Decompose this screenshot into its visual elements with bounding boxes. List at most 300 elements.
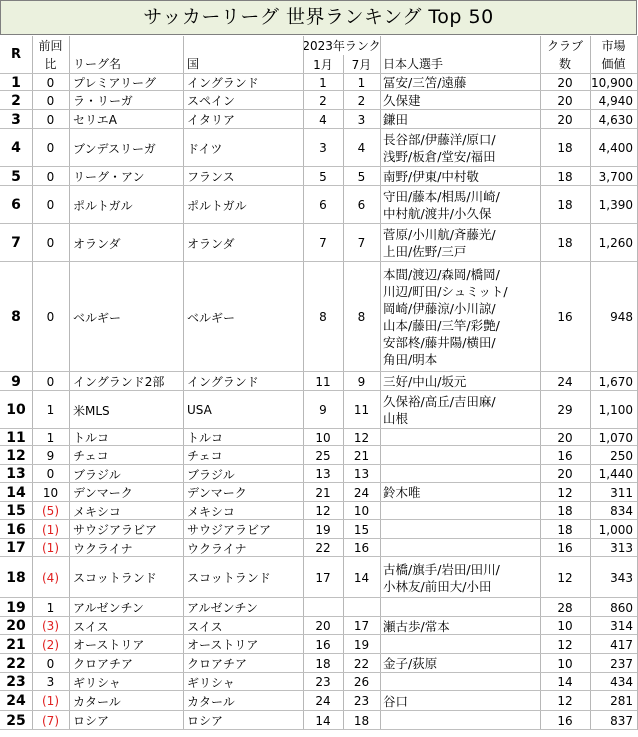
player-names-line: 金子/荻原 — [383, 656, 438, 671]
grid-line — [69, 520, 70, 539]
grid-line — [540, 635, 541, 654]
market-value-cell: 4,630 — [598, 112, 633, 127]
grid-line — [69, 502, 70, 520]
rank-cell: 21 — [6, 636, 26, 653]
grid-line — [69, 483, 70, 502]
table-row — [0, 635, 638, 654]
table-row — [0, 557, 638, 598]
table-row — [0, 520, 638, 539]
rank-cell: 17 — [6, 540, 26, 556]
player-names-line: 久保建 — [383, 93, 421, 108]
clubs-count-cell: 20 — [557, 112, 573, 127]
grid-line — [540, 110, 541, 129]
league-name-cell: ギリシャ — [73, 675, 121, 690]
country-cell: メキシコ — [187, 504, 235, 519]
grid-line — [590, 635, 591, 654]
col-header-country-line-1: 国 — [187, 57, 200, 71]
player-names-line: 川辺/町田/シュミット/ — [383, 284, 508, 299]
table-row — [0, 186, 638, 224]
grid-line — [590, 262, 591, 372]
grid-line — [380, 74, 381, 91]
country-cell: USA — [187, 403, 212, 417]
league-name-cell: プレミアリーグ — [73, 76, 157, 90]
grid-line — [303, 224, 304, 262]
league-name-cell: スコットランド — [73, 571, 157, 585]
market-value-cell: 314 — [610, 619, 633, 633]
grid-line — [343, 446, 344, 465]
grid-line — [69, 91, 70, 110]
grid-line — [540, 617, 541, 635]
rank-cell: 15 — [6, 503, 26, 519]
jul-rank-cell: 9 — [357, 374, 366, 389]
grid-line — [183, 654, 184, 673]
grid-line — [540, 557, 541, 598]
jan-rank-cell: 21 — [315, 485, 331, 500]
japanese-players-cell — [380, 617, 540, 635]
prev-change-cell: (1) — [42, 522, 59, 537]
japanese-players-cell — [380, 711, 540, 730]
grid-line — [380, 36, 381, 55]
market-value-cell: 281 — [610, 694, 633, 708]
grid-line — [183, 129, 184, 167]
market-value-cell: 417 — [610, 637, 633, 652]
grid-line — [32, 91, 33, 110]
rank-cell: 25 — [6, 712, 26, 729]
japanese-players-cell — [380, 167, 540, 186]
grid-line — [590, 129, 591, 167]
grid-line — [380, 654, 381, 673]
jan-rank-cell: 18 — [315, 656, 331, 671]
grid-line — [343, 635, 344, 654]
japanese-players-cell — [380, 539, 540, 557]
grid-line — [303, 502, 304, 520]
jan-rank-cell: 9 — [319, 403, 327, 417]
grid-line — [343, 186, 344, 224]
market-value-cell: 1,390 — [598, 198, 633, 212]
grid-line — [343, 711, 344, 730]
grid-line — [69, 36, 70, 74]
clubs-count-cell: 16 — [557, 541, 573, 555]
clubs-count-cell: 12 — [557, 637, 573, 652]
col-header-value — [590, 36, 637, 74]
grid-line — [69, 224, 70, 262]
col-header-rank — [0, 36, 32, 74]
grid-line — [590, 520, 591, 539]
clubs-count-cell: 18 — [557, 198, 573, 212]
grid-line — [303, 711, 304, 730]
jan-rank-cell: 12 — [315, 504, 331, 518]
rank-cell: 10 — [6, 402, 26, 418]
japanese-players-cell — [380, 673, 540, 691]
table-row — [0, 391, 638, 429]
grid-line — [69, 635, 70, 654]
grid-line — [32, 36, 33, 74]
grid-line — [380, 691, 381, 711]
japanese-players-cell — [380, 446, 540, 465]
table-row — [0, 465, 638, 483]
grid-line — [343, 372, 344, 391]
grid-line — [540, 391, 541, 429]
table-row — [0, 429, 638, 446]
grid-line — [303, 186, 304, 224]
grid-line — [380, 224, 381, 262]
jan-rank-cell: 16 — [315, 637, 331, 652]
clubs-count-cell: 29 — [557, 403, 573, 417]
grid-line — [343, 520, 344, 539]
league-name-cell: カタール — [73, 694, 121, 709]
grid-line — [32, 110, 33, 129]
japanese-players-cell — [380, 74, 540, 91]
prev-change-cell: 1 — [46, 430, 55, 445]
grid-line — [69, 654, 70, 673]
grid-line — [380, 55, 381, 74]
rank-cell: 6 — [11, 197, 21, 213]
grid-line — [32, 372, 33, 391]
rank-cell: 8 — [11, 309, 21, 325]
grid-line — [343, 262, 344, 372]
grid-line — [380, 502, 381, 520]
jul-rank-cell: 11 — [353, 403, 370, 417]
grid-line — [183, 483, 184, 502]
prev-change-cell: (4) — [42, 570, 59, 585]
grid-line — [32, 711, 33, 730]
col-header-prev — [32, 36, 69, 74]
grid-line — [303, 691, 304, 711]
clubs-count-cell: 20 — [557, 430, 573, 445]
col-header-players-line-1: 日本人選手 — [383, 57, 444, 71]
player-names-line: 安部柊/藤井陽/横田/ — [383, 335, 496, 350]
grid-line — [303, 74, 304, 91]
player-names-line: 鈴木唯 — [383, 485, 421, 500]
country-cell: トルコ — [187, 431, 224, 445]
grid-line — [183, 372, 184, 391]
jan-rank-cell: 4 — [319, 112, 327, 127]
grid-line — [32, 465, 33, 483]
country-cell: アルゼンチン — [187, 601, 258, 615]
jul-rank-cell: 8 — [357, 310, 366, 324]
grid-line — [183, 598, 184, 617]
prev-change-cell: 1 — [46, 403, 55, 417]
jul-rank-cell: 22 — [353, 656, 370, 671]
player-names-line: 岡崎/伊藤涼/小川諒/ — [383, 301, 496, 316]
table-row — [0, 110, 638, 129]
jan-rank-cell: 23 — [315, 675, 331, 689]
rank-cell: 18 — [6, 569, 26, 586]
table-row — [0, 598, 638, 617]
grid-line — [343, 429, 344, 446]
player-names-line: 久保裕/高丘/吉田麻/ — [383, 394, 496, 409]
rank-cell: 11 — [6, 429, 26, 446]
grid-line — [32, 520, 33, 539]
grid-line — [380, 557, 381, 598]
country-cell: ポルトガル — [187, 198, 247, 213]
grid-line — [590, 691, 591, 711]
japanese-players-cell — [380, 429, 540, 446]
league-name-cell: チェコ — [73, 449, 109, 463]
grid-line — [303, 391, 304, 429]
japanese-players-cell — [380, 129, 540, 167]
grid-line — [540, 262, 541, 372]
rank-cell: 24 — [6, 693, 26, 709]
grid-line — [32, 391, 33, 429]
player-names-line: 守田/藤本/相馬/川崎/ — [383, 189, 500, 204]
grid-line — [303, 557, 304, 598]
jan-rank-cell: 5 — [319, 169, 327, 184]
market-value-cell: 434 — [610, 675, 633, 689]
league-name-cell: オランダ — [73, 236, 121, 251]
grid-line — [32, 502, 33, 520]
grid-line — [343, 129, 344, 167]
player-names-line: 上田/佐野/三戸 — [383, 244, 467, 259]
col-header-rank-line-1: R — [10, 47, 21, 62]
grid-line — [183, 110, 184, 129]
jan-rank-cell: 22 — [315, 541, 331, 555]
grid-line — [380, 129, 381, 167]
player-names-line: 古橋/旗手/岩田/田川/ — [383, 561, 500, 577]
league-name-cell: トルコ — [73, 431, 110, 445]
grid-line — [380, 483, 381, 502]
japanese-players-cell — [380, 557, 540, 598]
clubs-count-cell: 20 — [557, 93, 573, 108]
grid-line — [69, 539, 70, 557]
prev-change-cell: 0 — [46, 374, 55, 389]
player-names-line: 南野/伊東/中村敬 — [383, 169, 479, 184]
grid-line — [303, 617, 304, 635]
player-names-line: 本間/渡辺/森岡/橋岡/ — [383, 267, 500, 282]
grid-line — [590, 110, 591, 129]
table-row — [0, 224, 638, 262]
grid-line — [32, 673, 33, 691]
country-cell: ブラジル — [187, 467, 235, 482]
league-name-cell: アルゼンチン — [73, 601, 144, 615]
grid-line — [69, 372, 70, 391]
grid-line — [183, 167, 184, 186]
grid-line — [32, 617, 33, 635]
grid-line — [183, 36, 184, 74]
grid-line — [303, 262, 304, 372]
league-name-cell: スイス — [73, 619, 109, 634]
grid-line — [343, 673, 344, 691]
prev-change-cell: (2) — [42, 637, 59, 652]
col-header-clubs-line-1: クラブ — [546, 39, 583, 53]
japanese-players-cell — [380, 186, 540, 224]
grid-line — [183, 520, 184, 539]
league-name-cell: サウジアラビア — [73, 523, 158, 537]
league-name-cell: ポルトガル — [73, 198, 133, 213]
country-cell: デンマーク — [187, 486, 247, 500]
japanese-players-cell — [380, 520, 540, 539]
market-value-cell: 1,260 — [598, 236, 633, 250]
grid-line — [380, 372, 381, 391]
grid-line — [380, 391, 381, 429]
player-names-line: 角田/明本 — [383, 352, 438, 367]
country-cell: スペイン — [187, 94, 236, 108]
clubs-count-cell: 12 — [557, 570, 573, 585]
table-row — [0, 673, 638, 691]
clubs-count-cell: 20 — [557, 467, 573, 481]
col-header-value-line-1: 市場 — [601, 39, 626, 53]
league-name-cell: ウクライナ — [73, 541, 133, 556]
col-header-jan: 1月 — [313, 57, 333, 72]
market-value-cell: 1,670 — [598, 374, 633, 389]
clubs-count-cell: 12 — [557, 694, 573, 708]
grid-line — [32, 186, 33, 224]
grid-line — [32, 654, 33, 673]
rank-cell: 5 — [11, 168, 21, 185]
jul-rank-cell: 15 — [353, 522, 370, 537]
grid-line — [303, 429, 304, 446]
grid-line — [303, 635, 304, 654]
prev-change-cell: 10 — [42, 485, 59, 500]
grid-line — [69, 673, 70, 691]
league-name-cell: ベルギー — [73, 310, 122, 325]
market-value-cell: 311 — [610, 485, 633, 500]
jul-rank-cell: 23 — [353, 694, 370, 708]
grid-line — [590, 446, 591, 465]
grid-line — [343, 557, 344, 598]
rank-cell: 22 — [6, 655, 26, 672]
market-value-cell: 313 — [610, 541, 633, 555]
col-header-clubs — [540, 36, 590, 74]
clubs-count-cell: 18 — [557, 236, 573, 250]
country-cell: イタリア — [187, 113, 236, 127]
grid-line — [380, 711, 381, 730]
country-cell: スイス — [187, 619, 223, 634]
table-row — [0, 129, 638, 167]
grid-line — [590, 186, 591, 224]
league-name-cell: クロアチア — [73, 657, 134, 671]
rank-cell: 2 — [11, 92, 21, 109]
clubs-count-cell: 10 — [557, 656, 573, 671]
grid-line — [590, 74, 591, 91]
grid-line — [380, 110, 381, 129]
rank-cell: 4 — [11, 140, 21, 156]
grid-line — [590, 557, 591, 598]
grid-line — [343, 391, 344, 429]
grid-line — [32, 557, 33, 598]
grid-line — [32, 224, 33, 262]
market-value-cell: 860 — [610, 600, 633, 615]
country-cell: スコットランド — [187, 571, 271, 585]
grid-line — [32, 167, 33, 186]
grid-line — [380, 446, 381, 465]
grid-line — [540, 446, 541, 465]
grid-line — [590, 617, 591, 635]
grid-line — [343, 224, 344, 262]
japanese-players-cell — [380, 635, 540, 654]
grid-line — [590, 654, 591, 673]
table-row — [0, 483, 638, 502]
prev-change-cell: 0 — [46, 93, 55, 108]
country-cell: オーストリア — [187, 638, 259, 652]
jul-rank-cell: 14 — [353, 570, 370, 585]
player-names-line: 小林友/前田大/小田 — [383, 578, 492, 594]
league-name-cell: ラ・リーガ — [73, 94, 133, 108]
country-cell: オランダ — [187, 236, 235, 251]
prev-change-cell: (3) — [42, 619, 59, 633]
jan-rank-cell: 10 — [315, 430, 331, 445]
jan-rank-cell: 17 — [315, 570, 331, 585]
jan-rank-cell: 6 — [319, 198, 327, 212]
jul-rank-cell: 7 — [357, 236, 366, 250]
grid-line — [303, 483, 304, 502]
rank-cell: 1 — [11, 74, 21, 91]
grid-line — [32, 598, 33, 617]
grid-line — [32, 483, 33, 502]
table-row — [0, 711, 638, 730]
grid-line — [32, 74, 33, 91]
country-cell: ベルギー — [187, 310, 236, 325]
table-row — [0, 617, 638, 635]
prev-change-cell: 0 — [46, 467, 55, 481]
col-header-clubs-line-2: 数 — [558, 57, 571, 71]
grid-line — [380, 617, 381, 635]
country-cell: カタール — [187, 694, 235, 709]
grid-line — [540, 186, 541, 224]
player-names-line: 中村航/渡井/小久保 — [383, 206, 492, 221]
grid-line — [380, 465, 381, 483]
grid-line — [32, 262, 33, 372]
japanese-players-cell — [380, 224, 540, 262]
clubs-count-cell: 20 — [557, 75, 573, 90]
grid-line — [380, 520, 381, 539]
player-names-line: 三好/中山/坂元 — [383, 374, 467, 389]
grid-line — [69, 598, 70, 617]
grid-line — [69, 557, 70, 598]
jul-rank-cell: 5 — [357, 169, 366, 184]
player-names-line: 谷口 — [383, 693, 409, 709]
grid-line — [69, 110, 70, 129]
jul-rank-cell: 26 — [353, 675, 370, 689]
grid-line — [69, 391, 70, 429]
jul-rank-cell — [343, 598, 380, 617]
grid-line — [590, 372, 591, 391]
grid-line — [540, 129, 541, 167]
jul-rank-cell: 21 — [353, 448, 370, 463]
prev-change-cell: 0 — [46, 141, 55, 155]
player-names-line: 鎌田 — [383, 112, 409, 127]
table-row — [0, 74, 638, 91]
grid-line — [540, 429, 541, 446]
grid-line — [32, 691, 33, 711]
table-row — [0, 262, 638, 372]
grid-line — [183, 691, 184, 711]
grid-line — [183, 429, 184, 446]
grid-line — [183, 446, 184, 465]
market-value-cell: 237 — [610, 656, 633, 671]
market-value-cell: 4,940 — [598, 93, 633, 108]
prev-change-cell: 0 — [46, 310, 55, 324]
rank-cell: 23 — [6, 674, 26, 690]
prev-change-cell: 3 — [46, 675, 55, 689]
grid-line — [380, 673, 381, 691]
grid-line — [540, 465, 541, 483]
jul-rank-cell: 3 — [357, 112, 366, 127]
rank-cell: 13 — [6, 466, 26, 482]
table-row — [0, 91, 638, 110]
jan-rank-cell: 8 — [319, 310, 327, 324]
prev-change-cell: 0 — [46, 75, 55, 90]
country-cell: イングランド — [187, 375, 259, 389]
grid-line — [380, 539, 381, 557]
clubs-count-cell: 16 — [557, 310, 573, 324]
japanese-players-cell — [380, 502, 540, 520]
grid-line — [303, 372, 304, 391]
prev-change-cell: (1) — [42, 541, 59, 555]
grid-line — [183, 502, 184, 520]
grid-line — [69, 429, 70, 446]
grid-line — [540, 539, 541, 557]
